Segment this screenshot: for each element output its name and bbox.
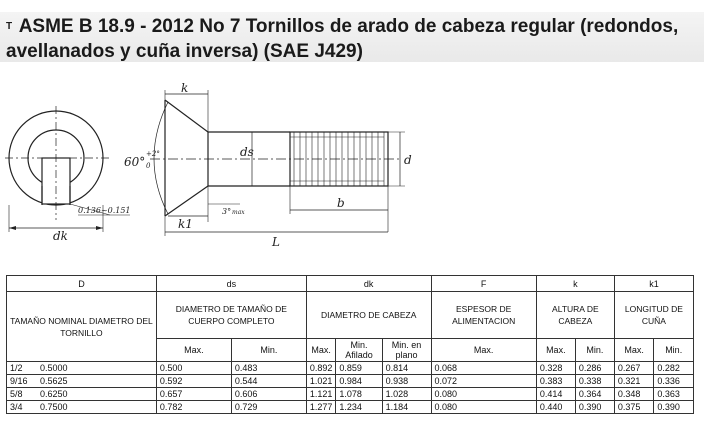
cell-dk-max: 1.277 [306,401,336,414]
bolt-drawing [0,80,420,255]
cell-dec: 0.5625 [37,375,156,388]
cell-k1-min: 0.282 [654,362,694,375]
cell-ds-max: 0.592 [156,375,231,388]
cell-f-max: 0.068 [431,362,536,375]
label-b: b [337,196,345,210]
label-angle-sub: 0 [146,162,151,170]
label-d: d [404,153,412,167]
cell-k-min: 0.390 [575,401,614,414]
title-text: ASME B 18.9 - 2012 No 7 Tornillos de arado de cabeza regular (redondos, avellanados y cuña inversa) (SAE J429) [6,16,679,63]
desc-feed-thickness: ESPESOR DE ALIMENTACION [431,292,536,339]
cell-ds-max: 0.782 [156,401,231,414]
label-angle2: 3° [222,207,232,216]
cell-k-max: 0.414 [536,388,575,401]
group-header: dk [306,276,431,292]
cell-dk-max: 1.121 [306,388,336,401]
subheader: Max. [156,339,231,362]
cell-k1-max: 0.348 [614,388,654,401]
group-header: ds [156,276,306,292]
table-row [7,388,694,401]
cell-dec: 0.6250 [37,388,156,401]
subheader: Min. [654,339,694,362]
group-header: F [431,276,536,292]
cell-k-max: 0.383 [536,375,575,388]
cell-k1-min: 0.336 [654,375,694,388]
cell-dk-min-af: 0.984 [336,375,382,388]
label-dk: dk [53,229,68,243]
cell-f-max: 0.072 [431,375,536,388]
cell-ds-min: 0.606 [231,388,306,401]
cell-k1-max: 0.321 [614,375,654,388]
desc-head-height: ALTURA DE CABEZA [536,292,614,339]
cell-k1-min: 0.363 [654,388,694,401]
label-ds: ds [240,145,254,159]
desc-body-diameter: DIAMETRO DE TAMAÑO DE CUERPO COMPLETO [156,292,306,339]
cell-dk-min-pl: 0.938 [382,375,431,388]
subheader: Max. [306,339,336,362]
subheader: Min. [575,339,614,362]
cell-ds-max: 0.500 [156,362,231,375]
cell-dk-max: 0.892 [306,362,336,375]
cell-dk-max: 1.021 [306,375,336,388]
table-body [7,362,694,414]
subheader: Max. [536,339,575,362]
cell-k-min: 0.286 [575,362,614,375]
cell-f-max: 0.080 [431,401,536,414]
label-angle-sup: +2° [146,150,160,158]
cell-dk-min-pl: 1.184 [382,401,431,414]
label-L: L [272,235,280,249]
desc-wedge-length: LONGITUD DE CUÑA [614,292,693,339]
table-row [7,362,694,375]
cell-k1-max: 0.375 [614,401,654,414]
table-row [7,401,694,414]
label-range: 0.136~0.151 [78,206,131,215]
cell-ds-min: 0.729 [231,401,306,414]
subheader: Max. [431,339,536,362]
subheader: Min. Afilado [336,339,382,362]
cell-ds-min: 0.544 [231,375,306,388]
subheader: Min. en plano [382,339,431,362]
cell-dk-min-af: 0.859 [336,362,382,375]
cell-f-max: 0.080 [431,388,536,401]
cell-k-min: 0.364 [575,388,614,401]
cell-k-max: 0.328 [536,362,575,375]
cell-frac: 3/4 [7,401,38,414]
cell-frac: 5/8 [7,388,38,401]
group-header: k [536,276,614,292]
cell-k-max: 0.440 [536,401,575,414]
cell-dec: 0.5000 [37,362,156,375]
cell-ds-min: 0.483 [231,362,306,375]
page-title [6,14,696,64]
cell-frac: 1/2 [7,362,38,375]
cell-frac: 9/16 [7,375,38,388]
cell-dk-min-pl: 1.028 [382,388,431,401]
cell-ds-max: 0.657 [156,388,231,401]
label-k1: k1 [178,217,193,231]
title-marker: T [6,21,13,33]
label-angle: 60° [124,155,146,169]
subheader: Max. [614,339,654,362]
cell-dk-min-pl: 0.814 [382,362,431,375]
cell-dec: 0.7500 [37,401,156,414]
bolt-side-view [150,90,405,236]
label-angle2-tol: max [232,209,245,216]
desc-head-diameter: DIAMETRO DE CABEZA [306,292,431,339]
spec-table [6,275,694,414]
group-header: k1 [614,276,693,292]
subheader: Min. [231,339,306,362]
desc-nominal-size: TAMAÑO NOMINAL DIAMETRO DEL TORNILLO [7,292,157,362]
cell-k-min: 0.338 [575,375,614,388]
cell-dk-min-af: 1.234 [336,401,382,414]
cell-k1-min: 0.390 [654,401,694,414]
table-row [7,375,694,388]
group-header: D [7,276,157,292]
label-k: k [181,81,189,95]
cell-dk-min-af: 1.078 [336,388,382,401]
cell-k1-max: 0.267 [614,362,654,375]
